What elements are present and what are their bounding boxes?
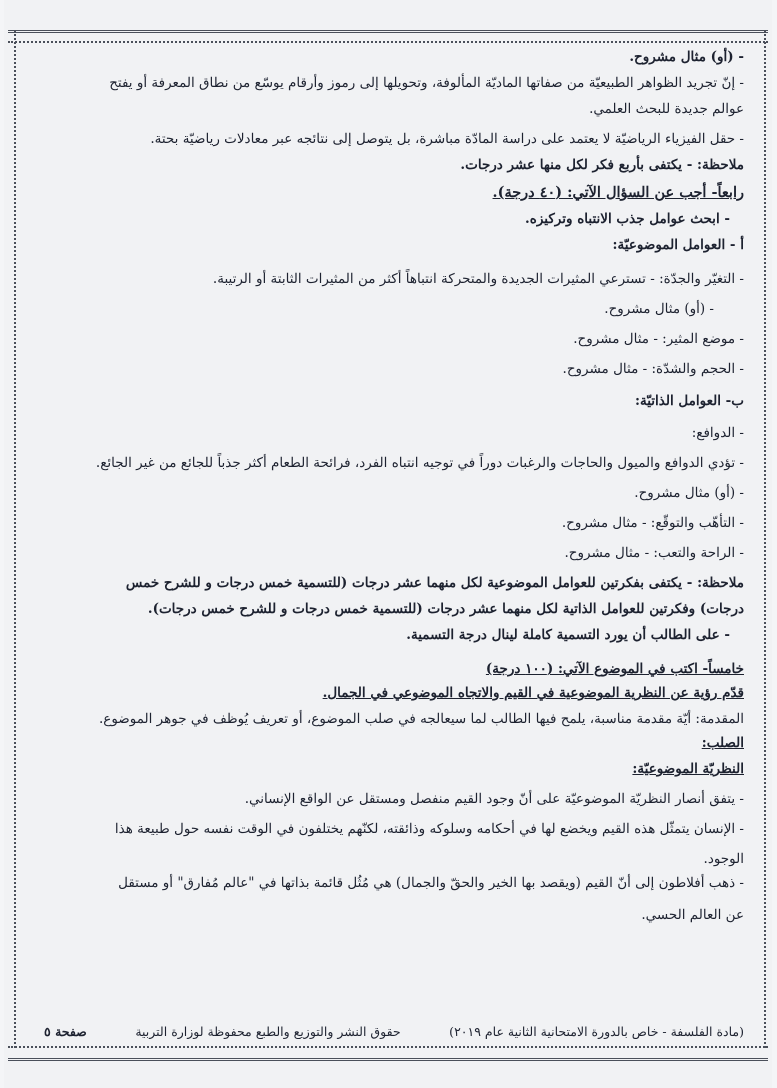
- text-line: - التأهّب والتوقّع: - مثال مشروح.: [561, 515, 744, 531]
- text-line: - يتفق أنصار النظريّة الموضوعيّة على أنّ وجود القيم منفصل ومستقل عن الواقع الإنساني.: [244, 791, 744, 807]
- text-line: الصلب:: [701, 735, 744, 751]
- text-line: الوجود.: [703, 851, 744, 867]
- text-line: رابعاً- أجب عن السؤال الآتي: (٤٠ درجة).: [492, 184, 744, 201]
- page-footer: [44, 1016, 744, 1046]
- text-line: - (أو) مثال مشروح.: [634, 485, 744, 501]
- text-line: خامساً- اكتب في الموضوع الآتي: (١٠٠ درجة): [485, 661, 744, 677]
- footer-rights: حقوق النشر والتوزيع والطبع محفوظة لوزارة التربية: [135, 1023, 401, 1039]
- text-line: - تؤدي الدوافع والميول والحاجات والرغبات دوراً في توجيه انتباه الفرد، فرائحة الطعام أكثر جذباً للجائع من غير الجائع.: [95, 455, 744, 471]
- text-line: - موضع المثير: - مثال مشروح.: [573, 331, 744, 347]
- text-line: - (أو) مثال مشروح.: [604, 301, 714, 317]
- page-border-bottom: [8, 1046, 768, 1061]
- text-line: - إنّ تجريد الظواهر الطبيعيّة من صفاتها الماديّة المألوفة، وتحويلها إلى رموز وأرقام يوسّع من نطاق المعرفة أو يفتح: [109, 75, 744, 91]
- footer-subject: (مادة الفلسفة - خاص بالدورة الامتحانية الثانية عام ٢٠١٩): [449, 1023, 744, 1039]
- text-line: - ابحث عوامل جذب الانتباه وتركيزه.: [525, 211, 730, 227]
- text-line: عوالم جديدة للبحث العلمي.: [589, 101, 744, 117]
- text-line: ملاحظة: - يكتفى بأربع فكر لكل منها عشر درجات.: [460, 157, 744, 173]
- text-line: ب- العوامل الذاتيّة:: [634, 393, 744, 409]
- text-line: - ذهب أفلاطون إلى أنّ القيم (ويقصد بها الخير والحقّ والجمال) هي مُثُل قائمة بذاتها في "عالم مُفارق" أو مستقل: [118, 875, 744, 891]
- exam-sheet: [4, 0, 772, 1088]
- text-line: ملاحظة: - يكتفى بفكرتين للعوامل الموضوعية لكل منهما عشر درجات (للتسمية خمس درجات و للشرح خمس: [125, 575, 744, 591]
- text-line: عن العالم الحسي.: [641, 907, 744, 923]
- page-border-right: [764, 30, 772, 1048]
- text-line: - التغيّر والجدّة: - تسترعي المثيرات الجديدة والمتحركة انتباهاً أكثر من المثيرات الثابتة أو الرتيبة.: [212, 271, 744, 287]
- text-line: قدّم رؤية عن النظرية الموضوعية في القيم والاتجاه الموضوعي في الجمال.: [322, 685, 744, 701]
- text-line: - الإنسان يتمثّل هذه القيم ويخضع لها في أحكامه وسلوكه وذائقته، لكنّهم يختلفون في الوقت نفسه حول طبيعة هذا: [114, 821, 744, 837]
- text-line: - الراحة والتعب: - مثال مشروح.: [564, 545, 744, 561]
- text-line: - الحجم والشدّة: - مثال مشروح.: [562, 361, 744, 377]
- answer-key-body: [44, 40, 744, 1038]
- page-number: صفحة ٥: [44, 1023, 87, 1039]
- text-line: - على الطالب أن يورد التسمية كاملة لينال درجة التسمية.: [406, 627, 730, 643]
- text-line: - حقل الفيزياء الرياضيّة لا يعتمد على دراسة المادّة مباشرة، بل يتوصل إلى نتائجه عبر معادلات رياضيّة بحتة.: [150, 131, 744, 147]
- text-line: النظريّة الموضوعيّة:: [632, 761, 744, 777]
- text-line: المقدمة: أيّة مقدمة مناسبة، يلمح فيها الطالب لما سيعالجه في صلب الموضوع، أو تعريف يُوظف في جوهر الموضوع.: [98, 711, 744, 727]
- page-border-left: [8, 30, 16, 1048]
- text-line: أ - العوامل الموضوعيّة:: [612, 237, 744, 253]
- text-line: - الدوافع:: [691, 425, 744, 441]
- text-line: - (أو) مثال مشروح.: [629, 49, 744, 65]
- text-line: درجات) وفكرتين للعوامل الذاتية لكل منهما عشر درجات (للتسمية خمس درجات و للشرح خمس درجات).: [147, 601, 744, 617]
